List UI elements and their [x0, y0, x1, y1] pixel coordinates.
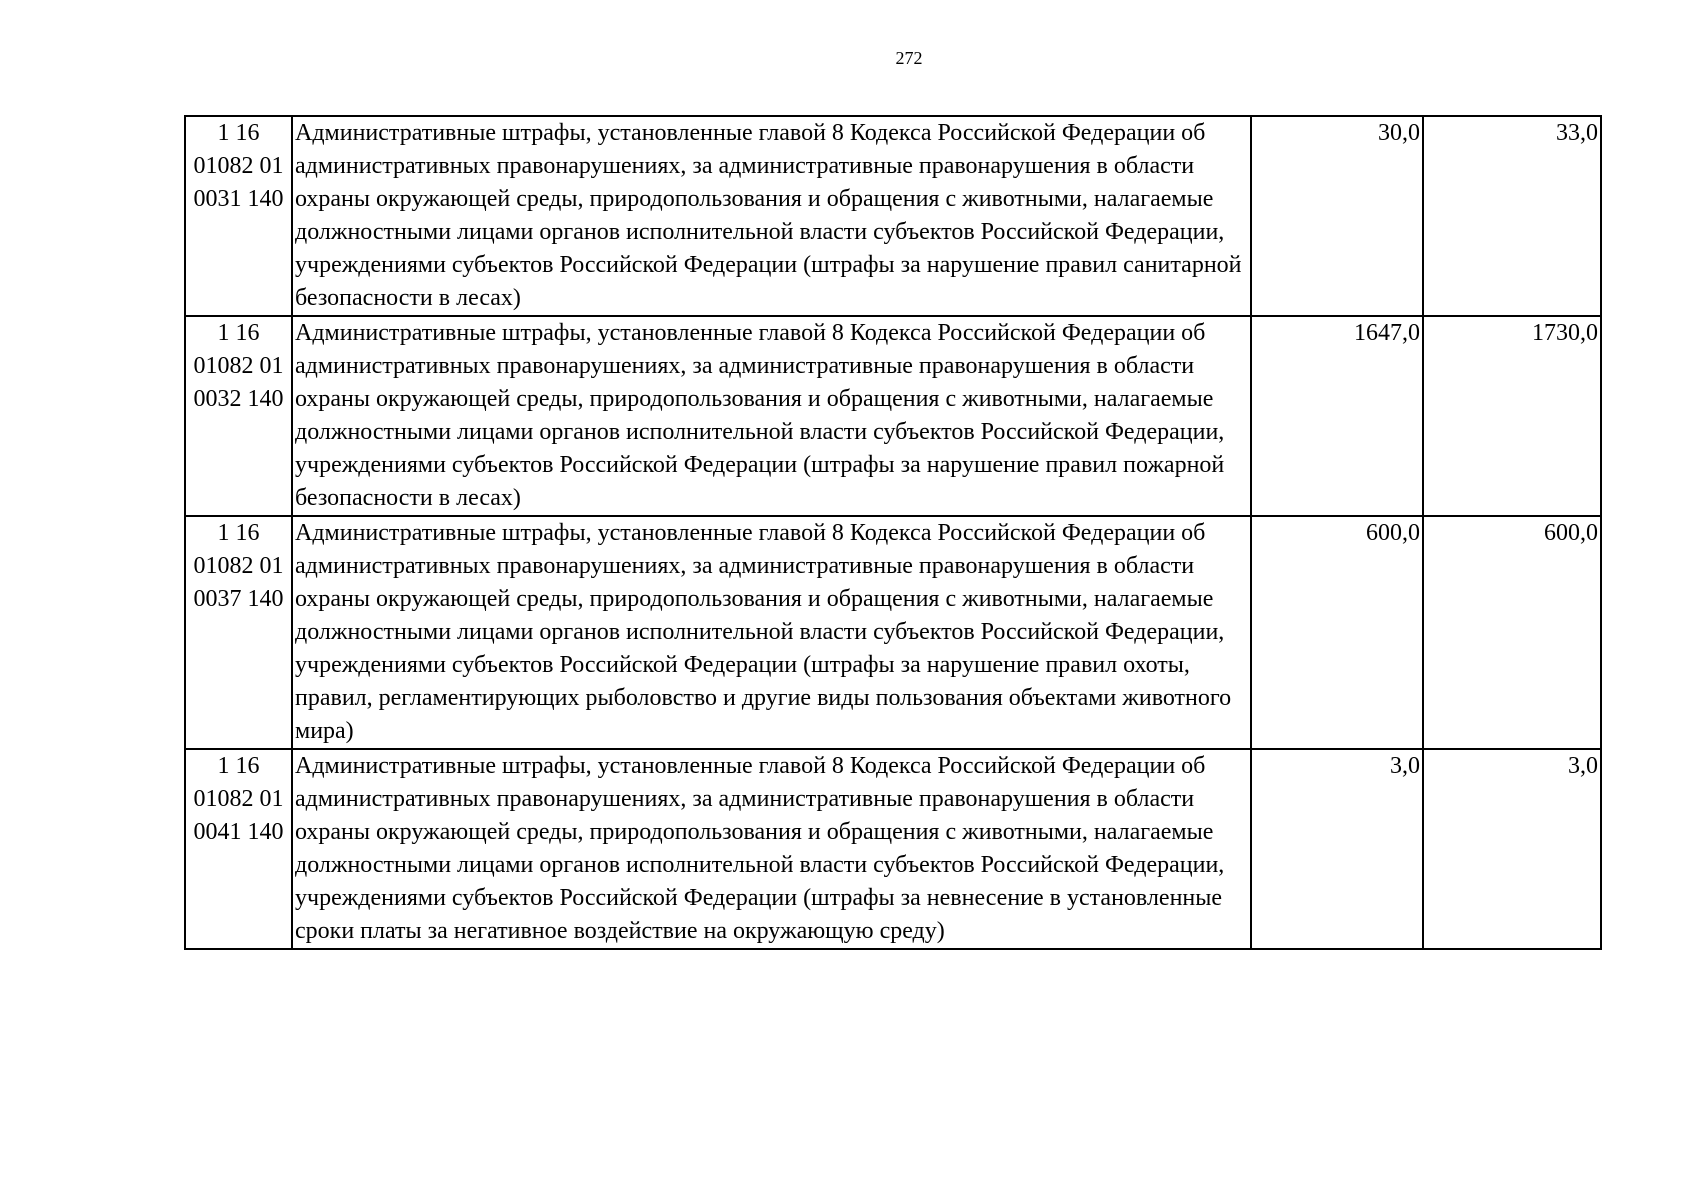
value-cell-2: 1730,0	[1423, 316, 1601, 516]
value-cell-1: 30,0	[1251, 116, 1423, 316]
table-row	[185, 316, 1601, 516]
value-cell-1: 3,0	[1251, 749, 1423, 949]
code-cell: 1 16 01082 01 0037 140	[185, 516, 292, 749]
name-cell: Административные штрафы, установленные главой 8 Кодекса Российской Федерации об административных правонарушениях, за административные правонарушения в области охраны окружающей среды, природопользования и обращения с животными, налагаемые должностными лицами органов исполнительной власти субъектов Российской Федерации, учреждениями субъектов Российской Федерации (штрафы за нарушение правил санитарной безопасности в лесах)	[292, 116, 1251, 316]
table-row	[185, 116, 1601, 316]
value-cell-2: 3,0	[1423, 749, 1601, 949]
value-cell-2: 33,0	[1423, 116, 1601, 316]
value-cell-1: 600,0	[1251, 516, 1423, 749]
name-cell: Административные штрафы, установленные главой 8 Кодекса Российской Федерации об административных правонарушениях, за административные правонарушения в области охраны окружающей среды, природопользования и обращения с животными, налагаемые должностными лицами органов исполнительной власти субъектов Российской Федерации, учреждениями субъектов Российской Федерации (штрафы за нарушение правил охоты, правил, регламентирующих рыболовство и другие виды пользования объектами животного мира)	[292, 516, 1251, 749]
table-row	[185, 516, 1601, 749]
name-cell: Административные штрафы, установленные главой 8 Кодекса Российской Федерации об административных правонарушениях, за административные правонарушения в области охраны окружающей среды, природопользования и обращения с животными, налагаемые должностными лицами органов исполнительной власти субъектов Российской Федерации, учреждениями субъектов Российской Федерации (штрафы за невнесение в установленные сроки платы за негативное воздействие на окружающую среду)	[292, 749, 1251, 949]
code-cell: 1 16 01082 01 0031 140	[185, 116, 292, 316]
code-cell: 1 16 01082 01 0032 140	[185, 316, 292, 516]
revenue-table	[184, 115, 1602, 950]
page-number: 272	[895, 48, 923, 68]
name-cell: Административные штрафы, установленные главой 8 Кодекса Российской Федерации об административных правонарушениях, за административные правонарушения в области охраны окружающей среды, природопользования и обращения с животными, налагаемые должностными лицами органов исполнительной власти субъектов Российской Федерации, учреждениями субъектов Российской Федерации (штрафы за нарушение правил пожарной безопасности в лесах)	[292, 316, 1251, 516]
value-cell-2: 600,0	[1423, 516, 1601, 749]
value-cell-1: 1647,0	[1251, 316, 1423, 516]
table-row	[185, 749, 1601, 949]
code-cell: 1 16 01082 01 0041 140	[185, 749, 292, 949]
